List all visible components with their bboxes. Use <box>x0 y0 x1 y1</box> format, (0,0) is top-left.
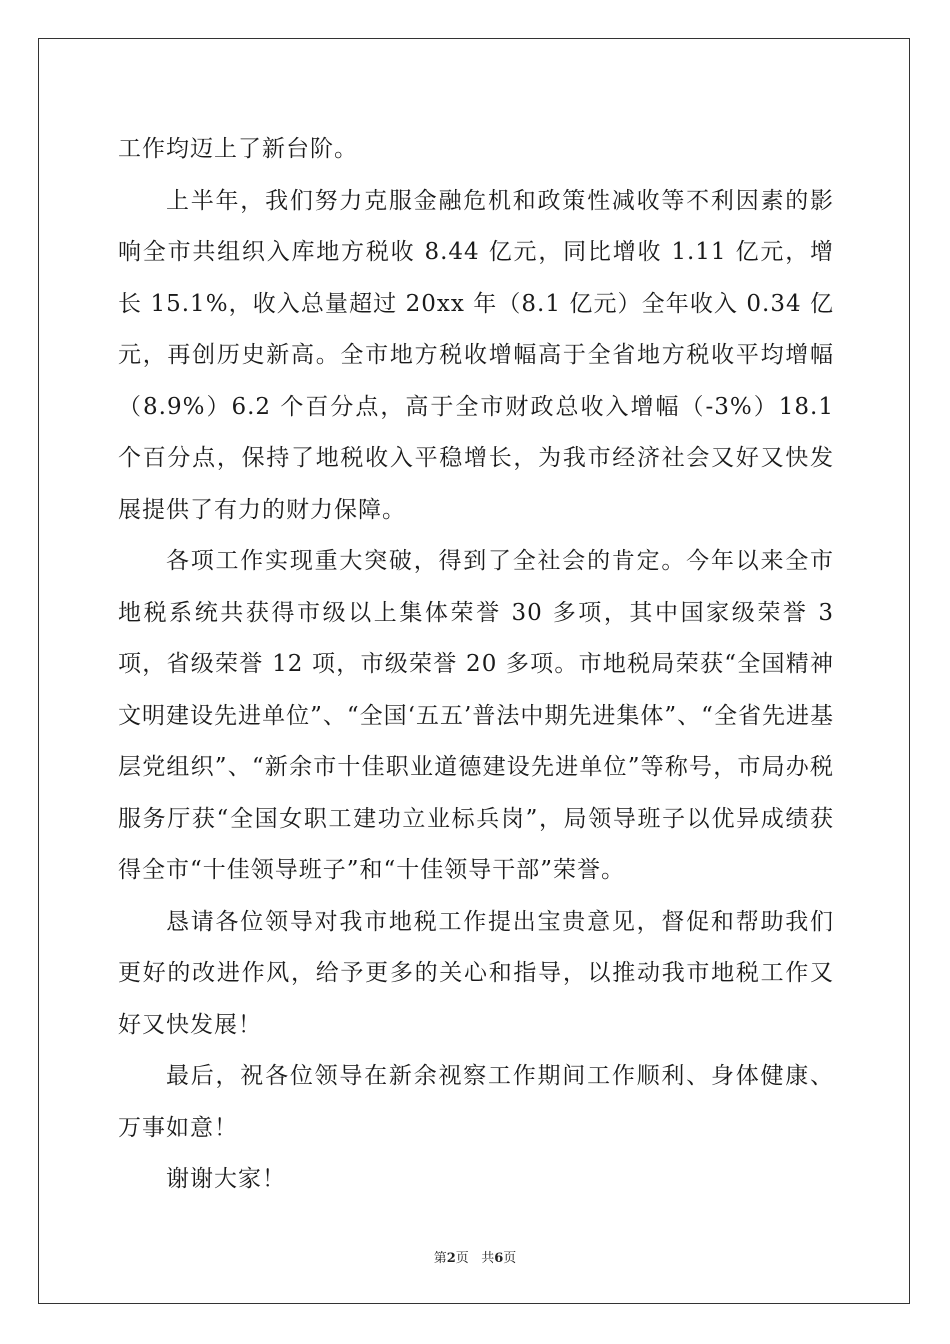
page-total-number: 6 <box>494 1251 504 1266</box>
document-body <box>118 124 834 1206</box>
total-suffix: 页 <box>503 1251 517 1266</box>
paragraph-1: 工作均迈上了新台阶。 <box>118 136 358 162</box>
page-suffix: 页 <box>455 1251 469 1266</box>
paragraph-6: 谢谢大家！ <box>166 1166 286 1192</box>
paragraph-5: 最后，祝各位领导在新余视察工作期间工作顺利、身体健康、万事如意！ <box>118 1063 834 1141</box>
paragraph-2: 上半年，我们努力克服金融危机和政策性减收等不利因素的影响全市共组织入库地方税收 8.44 亿元，同比增收 1.11 亿元，增长 15.1%，收入总量超过 20xx 年（8.1 亿元）全年收入 0.34 亿元，再创历史新高。全市地方税收增幅高于全省地方税收平均增幅（8.9%）6.2 个百分点，高于全市财政总收入增幅（-3%）18.1 个百分点，保持了地税收入平稳增长，为我市经济社会又好又快发展提供了有力的财力保障。 <box>118 187 834 523</box>
page-current-number: 2 <box>446 1251 456 1266</box>
page-footer <box>0 1247 950 1266</box>
page-prefix: 第 <box>433 1251 447 1266</box>
paragraph-4: 恳请各位领导对我市地税工作提出宝贵意见，督促和帮助我们更好的改进作风，给予更多的关心和指导，以推动我市地税工作又好又快发展！ <box>118 908 834 1038</box>
total-prefix: 共 <box>481 1251 495 1266</box>
paragraph-3: 各项工作实现重大突破，得到了全社会的肯定。今年以来全市地税系统共获得市级以上集体荣誉 30 多项，其中国家级荣誉 3 项，省级荣誉 12 项，市级荣誉 20 多项。市地税局荣获“全国精神文明建设先进单位”、“全国‘五五’普法中期先进集体”、“全省先进基层党组织”、“新余市十佳职业道德建设先进单位”等称号，市局办税服务厅获“全国女职工建功立业标兵岗”，局领导班子以优异成绩获得全市“十佳领导班子”和“十佳领导干部”荣誉。 <box>118 548 834 883</box>
